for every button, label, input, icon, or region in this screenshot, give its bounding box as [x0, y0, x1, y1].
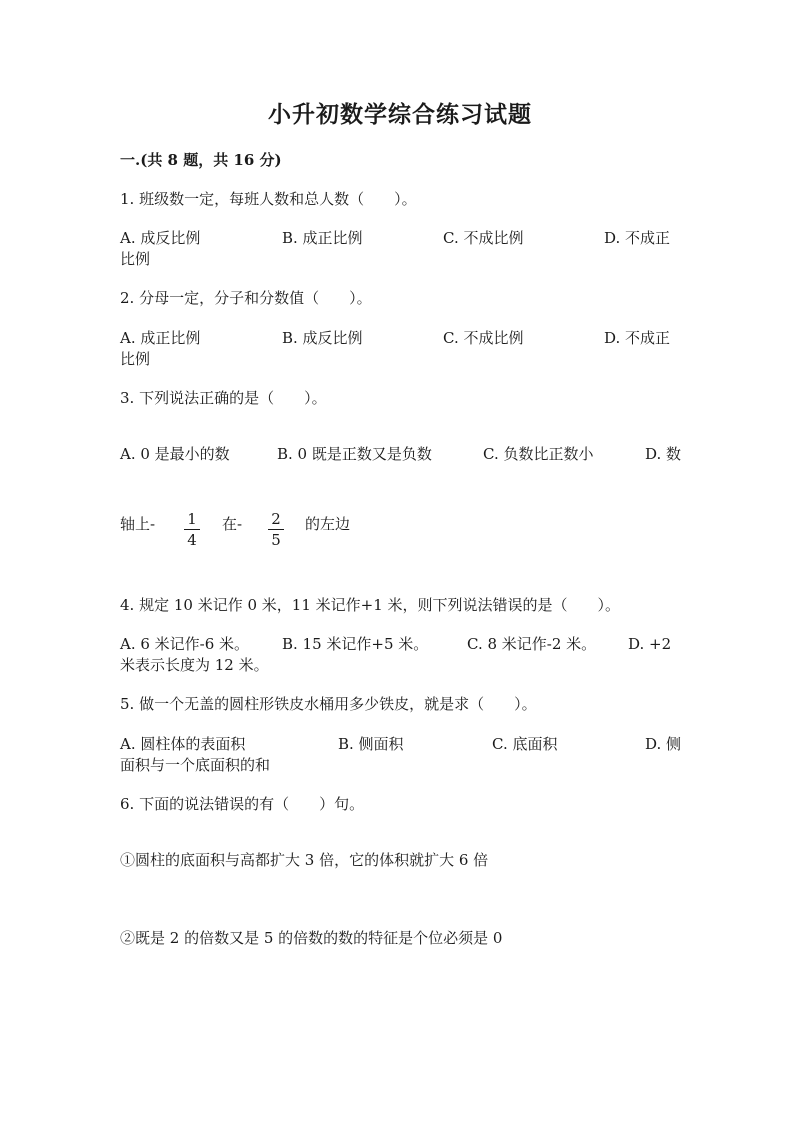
question-1-option-a: A. 成反比例	[120, 229, 201, 247]
question-4-option-d-continued: 米表示长度为 12 米。	[120, 656, 269, 674]
question-6-statement-2: ②既是 2 的倍数又是 5 的倍数的数的特征是个位必须是 0	[120, 929, 503, 947]
question-3-stem: 3. 下列说法正确的是（ ）。	[120, 389, 327, 407]
question-2-option-a: A. 成正比例	[120, 329, 201, 347]
question-2-option-d-continued: 比例	[120, 350, 151, 368]
question-3-option-d-prefix: 轴上-	[120, 515, 156, 533]
section-heading: 一.(共 8 题，共 16 分)	[120, 151, 282, 169]
question-2-option-d: D. 不成正	[604, 329, 671, 347]
question-2-stem: 2. 分母一定，分子和分数值（ ）。	[120, 289, 372, 307]
question-6-statement-1: ①圆柱的底面积与高都扩大 3 倍，它的体积就扩大 6 倍	[120, 851, 489, 869]
question-1-option-c: C. 不成比例	[443, 229, 524, 247]
question-3-option-d: D. 数	[645, 445, 682, 463]
fraction-1-numerator: 1	[184, 510, 200, 530]
question-1-option-d-continued: 比例	[120, 250, 151, 268]
question-4-stem: 4. 规定 10 米记作 0 米，11 米记作+1 米，则下列说法错误的是（ ）。	[120, 596, 621, 614]
question-3-option-d-middle: 在-	[222, 515, 243, 533]
question-3-option-a: A. 0 是最小的数	[120, 445, 230, 463]
question-5-stem: 5. 做一个无盖的圆柱形铁皮水桶用多少铁皮，就是求（ ）。	[120, 695, 537, 713]
question-6-stem: 6. 下面的说法错误的有（ ）句。	[120, 795, 365, 813]
question-3-option-c: C. 负数比正数小	[483, 445, 594, 463]
question-2-option-b: B. 成反比例	[282, 329, 363, 347]
question-5-option-a: A. 圆柱体的表面积	[120, 735, 246, 753]
fraction-2-denominator: 5	[271, 531, 281, 549]
question-4-option-b: B. 15 米记作+5 米。	[282, 635, 429, 653]
fraction-2-numerator: 2	[268, 510, 284, 530]
fraction-one-quarter	[184, 510, 200, 549]
question-1-stem: 1. 班级数一定，每班人数和总人数（ ）。	[120, 190, 417, 208]
question-4-option-c: C. 8 米记作-2 米。	[467, 635, 597, 653]
question-1-option-b: B. 成正比例	[282, 229, 363, 247]
question-5-option-d: D. 侧	[645, 735, 682, 753]
question-5-option-c: C. 底面积	[492, 735, 558, 753]
page-title: 小升初数学综合练习试题	[268, 101, 532, 128]
question-5-option-d-continued: 面积与一个底面积的和	[120, 756, 271, 774]
question-3-option-b: B. 0 既是正数又是负数	[277, 445, 432, 463]
fraction-1-denominator: 4	[187, 531, 197, 549]
question-3-option-d-suffix: 的左边	[305, 515, 351, 533]
fraction-two-fifths	[268, 510, 284, 549]
question-4-option-d: D. +2	[628, 635, 672, 653]
question-2-option-c: C. 不成比例	[443, 329, 524, 347]
question-1-option-d: D. 不成正	[604, 229, 671, 247]
question-4-option-a: A. 6 米记作-6 米。	[120, 635, 250, 653]
question-5-option-b: B. 侧面积	[338, 735, 404, 753]
